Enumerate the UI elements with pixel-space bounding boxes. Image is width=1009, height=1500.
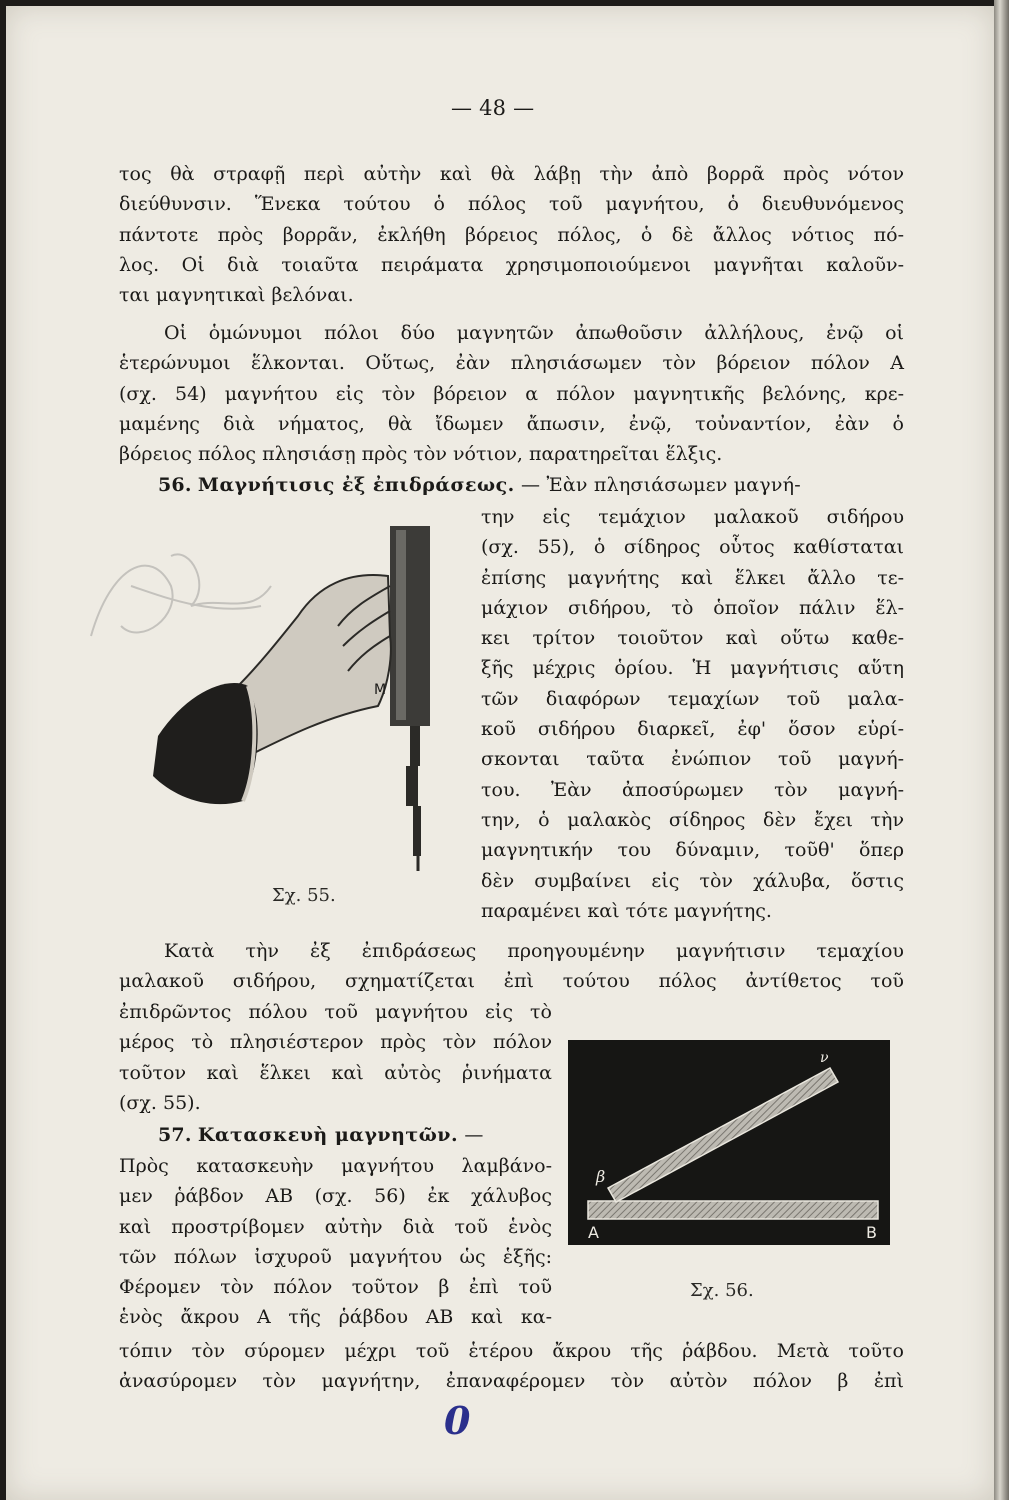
- text-line: Πρὸς κατασκευὴν μαγνήτου λαμβάνο-: [119, 1155, 552, 1177]
- section-56-heading: [158, 470, 801, 500]
- text-line: Οἱ ὁμώνυμοι πόλοι δύο μαγνητῶν ἀπωθοῦσιν ἀλλήλους, ἐνῷ οἱ: [164, 322, 904, 344]
- text-line: Κατὰ τὴν ἐξ ἐπιδράσεως προηγουμένην μαγνήτισιν τεμαχίου: [164, 940, 904, 962]
- intro-paragraph: [119, 159, 904, 310]
- figure-label-nu: ν: [820, 1050, 829, 1066]
- text-line: Φέρομεν τὸν πόλον τοῦτον β ἐπὶ τοῦ: [119, 1276, 552, 1299]
- text-line: ξῆς μέχρις ὁρίου. Ἡ μαγνήτισις αὕτη: [481, 657, 904, 680]
- hand-magnet-illustration: [148, 516, 448, 876]
- section-number: 57.: [158, 1124, 192, 1146]
- text-line: τῶν πόλων ἰσχυροῦ μαγνήτου ὡς ἑξῆς:: [119, 1245, 552, 1268]
- text-line: την εἰς τεμάχιον μαλακοῦ σιδήρου: [481, 506, 904, 528]
- figure-56-caption: Σχ. 56.: [690, 1280, 754, 1301]
- text-line: (σχ. 55).: [119, 1091, 201, 1114]
- text-line: καὶ προστρίβομεν αὐτὴν διὰ τοῦ ἑνὸς: [119, 1215, 552, 1238]
- text-line: ἐπίσης μαγνήτης καὶ ἕλκει ἄλλο τε-: [481, 566, 904, 589]
- text-line: βόρειος πόλος πλησιάσῃ πρὸς τὸν νότιον, παρατηρεῖται ἕλξις.: [119, 443, 723, 466]
- section-57-heading: [158, 1120, 484, 1150]
- section-56-body: [481, 502, 904, 926]
- book-spine-edge: [994, 0, 1009, 1500]
- text-line: ται μαγνητικαὶ βελόναι.: [119, 284, 354, 307]
- text-line: ἑτερώνυμοι ἕλκονται. Οὕτως, ἐὰν πλησιάσωμεν τὸν βόρειον πόλον Α: [119, 352, 904, 375]
- closing-paragraph: [119, 1336, 904, 1397]
- text-line: ἑνὸς ἄκρου Α τῆς ῥάβδου ΑΒ καὶ κα-: [119, 1306, 552, 1329]
- handwritten-mark: 0: [444, 1398, 471, 1443]
- text-line: παραμένει καὶ τότε μαγνήτης.: [481, 899, 772, 922]
- section-title: Κατασκευὴ μαγνητῶν.: [197, 1124, 459, 1146]
- figure-55-caption: Σχ. 55.: [272, 885, 336, 906]
- text-line: την, ὁ μαλακὸς σίδηρος δὲν ἔχει τὴν: [481, 808, 904, 831]
- text-line: — Ἐὰν πλησιάσωμεν μαγνή-: [521, 474, 801, 496]
- heading-dash: —: [464, 1124, 484, 1146]
- poles-paragraph: [119, 318, 904, 469]
- text-line: τόπιν τὸν σύρομεν μέχρι τοῦ ἑτέρου ἄκρου τῆς ῥάβδου. Μετὰ τοῦτο: [119, 1340, 904, 1362]
- text-line: μαλακοῦ σιδήρου, σχηματίζεται ἐπὶ τούτου πόλος ἀντίθετος τοῦ: [119, 970, 904, 993]
- page-number: — 48 —: [451, 96, 535, 120]
- text-line: μάχιον σιδήρου, τὸ ὁποῖον πάλιν ἕλ-: [481, 596, 904, 619]
- text-line: κοῦ σιδήρου διαρκεῖ, ἐφ' ὅσον εὑρί-: [481, 718, 904, 741]
- text-line: του. Ἐὰν ἀποσύρωμεν τὸν μαγνή-: [481, 778, 904, 801]
- text-line: διεύθυνσιν. Ἕνεκα τούτου ὁ πόλος τοῦ μαγνήτου, ὁ διευθυνόμενος: [119, 193, 904, 216]
- text-line: τῶν διαφόρων τεμαχίων τοῦ μαλα-: [481, 687, 904, 710]
- figure-56-illustration: [568, 1040, 890, 1245]
- induction-paragraph: [119, 936, 904, 997]
- text-line: σκονται ταῦτα ἐνώπιον τοῦ μαγνή-: [481, 748, 904, 771]
- section-number: 56.: [158, 474, 192, 496]
- text-line: πάντοτε πρὸς βορρᾶν, ἐκλήθη βόρειος πόλος, ὁ δὲ ἄλλος νότιος πό-: [119, 223, 904, 246]
- text-line: μεν ῥάβδον ΑΒ (σχ. 56) ἐκ χάλυβος: [119, 1185, 552, 1208]
- text-line: ἐπιδρῶντος πόλου τοῦ μαγνήτου εἰς τὸ: [119, 1001, 552, 1023]
- text-line: κει τρίτον τοιοῦτον καὶ οὕτω καθε-: [481, 627, 904, 650]
- text-line: ἀνασύρομεν τὸν μαγνήτην, ἐπαναφέρομεν τὸν αὐτὸν πόλον β ἐπὶ: [119, 1370, 904, 1393]
- magnet-stroking-diagram: [568, 1040, 890, 1245]
- figure-label-m: Μ: [374, 682, 387, 698]
- section-title: Μαγνήτισις ἐξ ἐπιδράσεως.: [197, 474, 515, 496]
- text-line: μαγνητικήν του δύναμιν, τοῦθ' ὅπερ: [481, 839, 904, 862]
- text-line: μέρος τὸ πλησιέστερον πρὸς τὸν πόλον: [119, 1031, 552, 1054]
- figure-label-beta: β: [596, 1167, 606, 1186]
- text-line: τοῦτον καὶ ἕλκει καὶ αὐτὸς ῥινήματα: [119, 1061, 552, 1084]
- text-line: (σχ. 55), ὁ σίδηρος οὗτος καθίσταται: [481, 536, 904, 559]
- induction-paragraph-continued: [119, 997, 552, 1118]
- figure-label-a: Α: [588, 1223, 599, 1242]
- text-line: μαμένης διὰ νήματος, θὰ ἴδωμεν ἄπωσιν, ἐνῷ, τοὐναντίον, ἐὰν ὁ: [119, 412, 904, 435]
- figure-label-b: Β: [866, 1223, 877, 1242]
- text-line: (σχ. 54) μαγνήτου εἰς τὸν βόρειον α πόλον μαγνητικῆς βελόνης, κρε-: [119, 382, 904, 405]
- section-57-body: [119, 1151, 552, 1333]
- book-page: [6, 6, 994, 1500]
- text-line: λος. Οἱ διὰ τοιαῦτα πειράματα χρησιμοποιούμενοι μαγνῆται καλοῦν-: [119, 253, 904, 276]
- text-line: τος θὰ στραφῇ περὶ αὐτὴν καὶ θὰ λάβῃ τὴν ἀπὸ βορρᾶ πρὸς νότον: [119, 163, 904, 185]
- text-line: δὲν συμβαίνει εἰς τὸν χάλυβα, ὅστις: [481, 869, 904, 892]
